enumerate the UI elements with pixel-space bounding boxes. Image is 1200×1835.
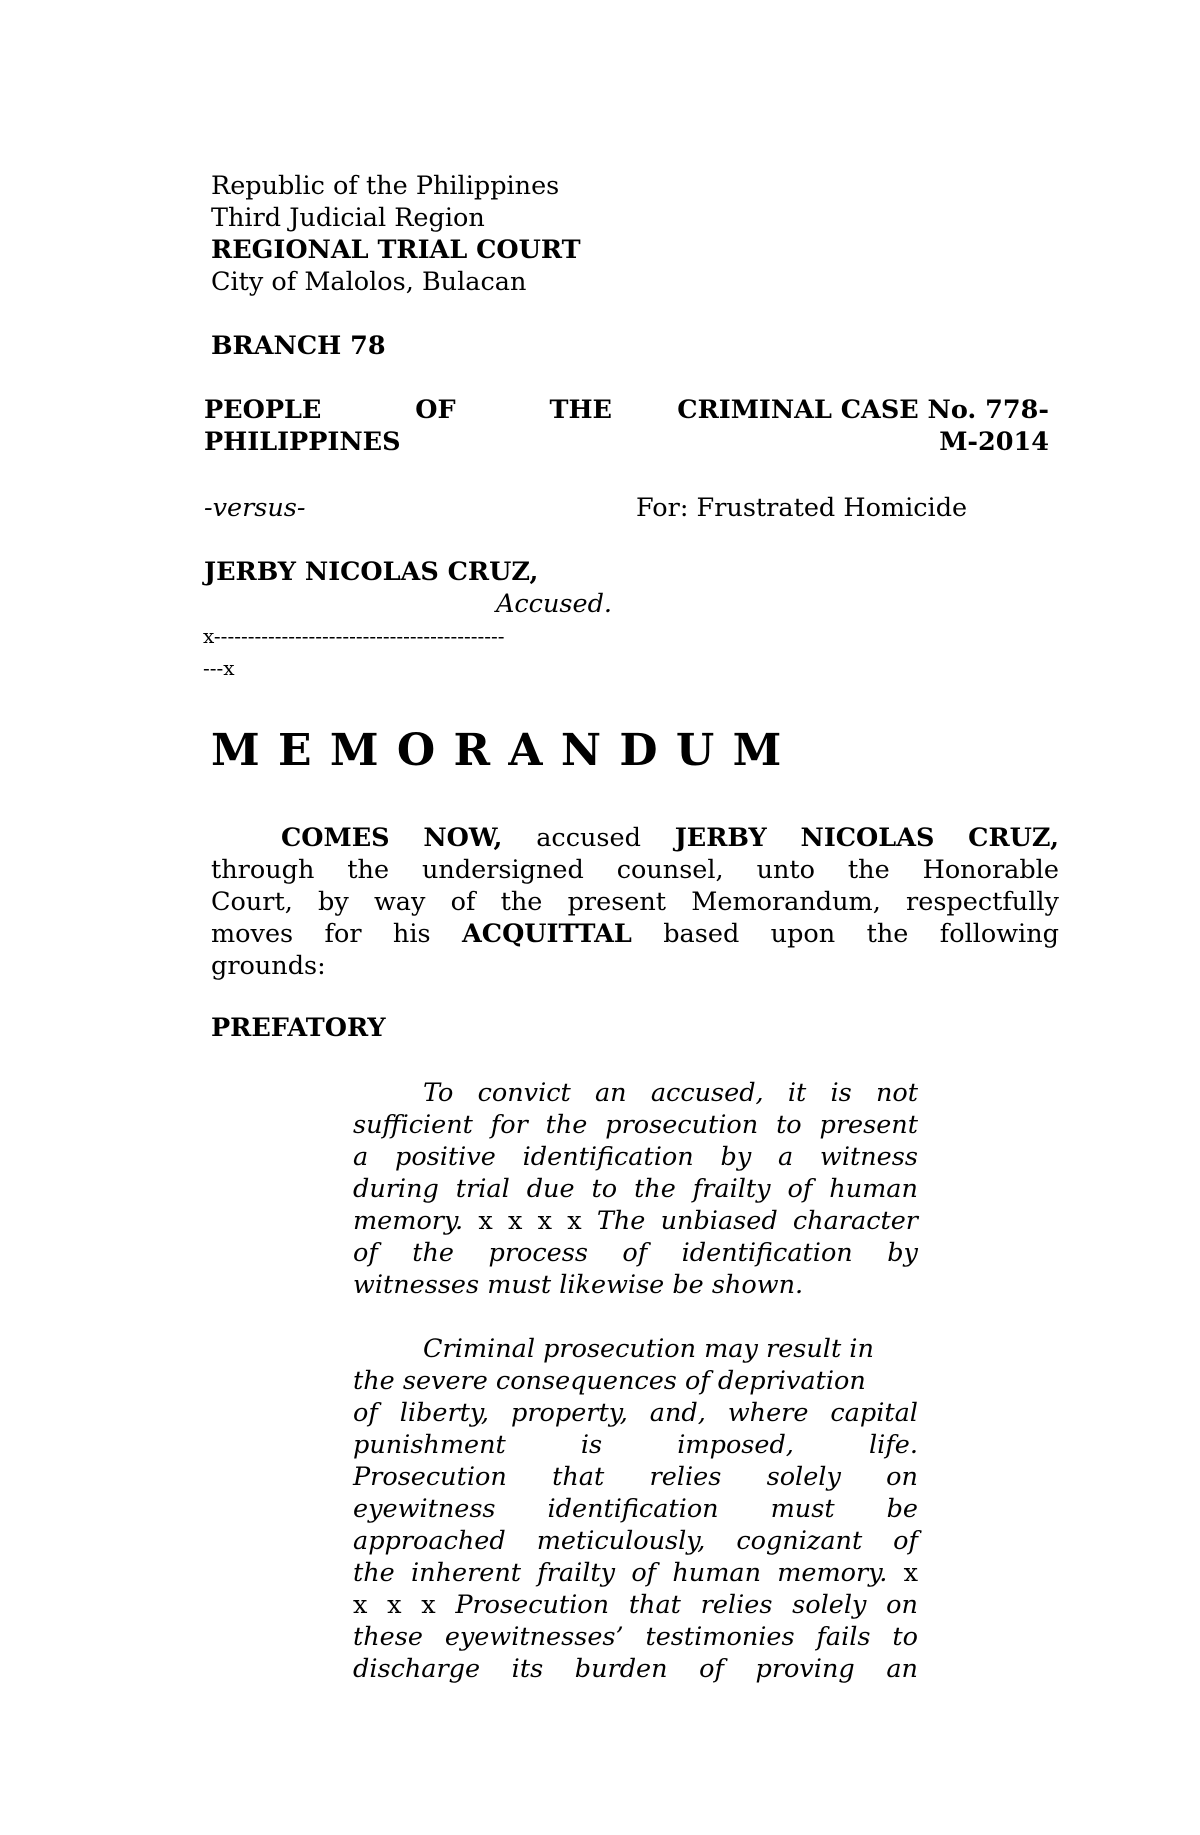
word: Court, bbox=[211, 887, 293, 917]
word: and, bbox=[649, 1398, 706, 1428]
word: a bbox=[778, 1142, 794, 1172]
word: present bbox=[567, 887, 667, 917]
word: imposed, bbox=[677, 1430, 794, 1460]
word: life. bbox=[869, 1430, 918, 1460]
word: frailty bbox=[537, 1558, 616, 1588]
word: respectfully bbox=[906, 887, 1059, 917]
word: the bbox=[500, 887, 543, 917]
word: fails bbox=[816, 1622, 871, 1652]
intro-line bbox=[211, 950, 1059, 982]
word: COMES bbox=[281, 823, 390, 853]
word: of bbox=[631, 1558, 657, 1588]
word: during bbox=[353, 1174, 439, 1204]
word: identification bbox=[522, 1142, 694, 1172]
intro-paragraph bbox=[211, 822, 1059, 982]
word: grounds: bbox=[211, 951, 326, 981]
quote2-line bbox=[353, 1461, 918, 1493]
word: of bbox=[353, 1238, 378, 1268]
word: To bbox=[423, 1078, 454, 1108]
word: to bbox=[892, 1622, 918, 1652]
document-title: M E M O R A N D U M bbox=[211, 725, 782, 776]
quote2-line bbox=[353, 1365, 918, 1397]
word: process bbox=[488, 1238, 588, 1268]
word: Prosecution bbox=[455, 1590, 610, 1620]
word: identification bbox=[681, 1238, 853, 1268]
word: be bbox=[886, 1494, 918, 1524]
word: the bbox=[545, 1110, 588, 1140]
word: the bbox=[412, 1238, 455, 1268]
word: accused bbox=[536, 823, 641, 853]
word: the bbox=[353, 1558, 395, 1588]
intro-line bbox=[211, 822, 1059, 854]
word: of bbox=[699, 1654, 724, 1684]
word: identification bbox=[547, 1494, 719, 1524]
quote2-line bbox=[353, 1589, 918, 1621]
word: by bbox=[720, 1142, 752, 1172]
header-court: REGIONAL TRIAL COURT bbox=[211, 235, 581, 265]
plaintiff-word-the: THE bbox=[549, 395, 612, 425]
accused-label: Accused. bbox=[495, 589, 612, 619]
plaintiff-word-of: OF bbox=[415, 395, 456, 425]
word: the bbox=[847, 855, 890, 885]
word: proving bbox=[755, 1654, 855, 1684]
case-number-line-2: M-2014 bbox=[939, 427, 1049, 457]
word: relies bbox=[700, 1590, 773, 1620]
word: that bbox=[552, 1462, 605, 1492]
header-region: Third Judicial Region bbox=[211, 203, 485, 233]
word: positive bbox=[395, 1142, 496, 1172]
word: of bbox=[353, 1398, 378, 1428]
versus-label: -versus- bbox=[204, 493, 306, 523]
word: solely bbox=[792, 1590, 867, 1620]
word: it bbox=[787, 1078, 807, 1108]
word: punishment bbox=[353, 1430, 506, 1460]
word: a bbox=[353, 1142, 369, 1172]
word: capital bbox=[830, 1398, 918, 1428]
quote2-line bbox=[353, 1557, 918, 1589]
case-number-line-1: CRIMINAL CASE No. 778- bbox=[677, 395, 1049, 425]
word: the bbox=[866, 919, 909, 949]
block-quote-1 bbox=[353, 1077, 918, 1301]
word: on bbox=[886, 1590, 918, 1620]
quote1-line bbox=[353, 1109, 918, 1141]
word: by bbox=[318, 887, 349, 917]
word: eyewitness bbox=[353, 1494, 496, 1524]
intro-line bbox=[211, 918, 1059, 950]
block-quote-2 bbox=[353, 1333, 918, 1685]
quote2-line bbox=[353, 1397, 918, 1429]
word: for bbox=[324, 919, 362, 949]
quote2-line bbox=[353, 1653, 918, 1685]
word: x bbox=[478, 1206, 493, 1236]
section-heading-prefatory: PREFATORY bbox=[211, 1013, 386, 1043]
header-republic: Republic of the Philippines bbox=[211, 171, 560, 201]
word: Honorable bbox=[922, 855, 1059, 885]
word: present bbox=[819, 1110, 918, 1140]
court-header bbox=[211, 170, 581, 298]
quote2-line bbox=[353, 1525, 918, 1557]
word: of bbox=[622, 1238, 648, 1268]
caption-separator-line-1: x------------------------------------------- bbox=[203, 624, 505, 648]
word: of bbox=[450, 887, 476, 917]
word: testimonies bbox=[645, 1622, 795, 1652]
quote1-line bbox=[353, 1269, 918, 1301]
word: unto bbox=[756, 855, 816, 885]
word: way bbox=[373, 887, 426, 917]
word: property, bbox=[511, 1398, 628, 1428]
word: x bbox=[567, 1206, 582, 1236]
word: The bbox=[596, 1206, 646, 1236]
quote1-line bbox=[353, 1141, 918, 1173]
quote2-line bbox=[353, 1621, 918, 1653]
word: his bbox=[392, 919, 431, 949]
word: to bbox=[776, 1110, 802, 1140]
word: x bbox=[387, 1590, 402, 1620]
word: Memorandum, bbox=[691, 887, 881, 917]
word: sufficient bbox=[353, 1110, 473, 1140]
word: eyewitnesses’ bbox=[444, 1622, 624, 1652]
intro-line bbox=[211, 854, 1059, 886]
word: the bbox=[347, 855, 390, 885]
word: x bbox=[353, 1590, 368, 1620]
word: these bbox=[353, 1622, 423, 1652]
word: to bbox=[591, 1174, 618, 1204]
word: ACQUITTAL bbox=[462, 919, 632, 949]
word: through bbox=[211, 855, 315, 885]
word: undersigned bbox=[421, 855, 584, 885]
word: NICOLAS bbox=[800, 823, 935, 853]
word: must bbox=[770, 1494, 835, 1524]
plaintiff-word-people: PEOPLE bbox=[204, 395, 322, 425]
word: on bbox=[886, 1462, 918, 1492]
word: approached bbox=[353, 1526, 506, 1556]
word: of bbox=[787, 1174, 813, 1204]
quote2-line bbox=[353, 1493, 918, 1525]
word: character bbox=[792, 1206, 918, 1236]
word: an bbox=[594, 1078, 627, 1108]
word: solely bbox=[766, 1462, 841, 1492]
word: witnesses must likewise be shown. bbox=[353, 1270, 804, 1300]
word: human bbox=[672, 1558, 761, 1588]
word: x bbox=[537, 1206, 552, 1236]
quote2-line bbox=[353, 1429, 918, 1461]
word: memory. bbox=[777, 1558, 888, 1588]
quote1-line bbox=[353, 1077, 918, 1109]
quote1-line bbox=[353, 1173, 918, 1205]
word: human bbox=[829, 1174, 918, 1204]
word: witness bbox=[820, 1142, 918, 1172]
quote2-lines bbox=[353, 1333, 918, 1685]
header-city: City of Malolos, Bulacan bbox=[211, 267, 527, 297]
word: cognizant bbox=[736, 1526, 863, 1556]
accused-name: JERBY NICOLAS CRUZ, bbox=[204, 557, 539, 587]
word: moves bbox=[211, 919, 294, 949]
word: trial bbox=[455, 1174, 510, 1204]
word: due bbox=[526, 1174, 575, 1204]
word: based bbox=[663, 919, 740, 949]
word: that bbox=[628, 1590, 681, 1620]
word: liberty, bbox=[399, 1398, 490, 1428]
word: burden bbox=[574, 1654, 668, 1684]
word: relies bbox=[649, 1462, 722, 1492]
word: memory. bbox=[353, 1206, 464, 1236]
word: accused, bbox=[650, 1078, 764, 1108]
word: JERBY bbox=[674, 823, 767, 853]
quote2-line bbox=[353, 1333, 918, 1365]
word: for bbox=[490, 1110, 528, 1140]
intro-line bbox=[211, 886, 1059, 918]
caption-separator-line-2: ---x bbox=[203, 656, 235, 680]
word: by bbox=[887, 1238, 918, 1268]
plaintiff-line-2: PHILIPPINES bbox=[204, 427, 401, 457]
intro-lines bbox=[211, 822, 1059, 982]
word: is bbox=[830, 1078, 852, 1108]
quote1-lines bbox=[353, 1077, 918, 1301]
word: NOW, bbox=[423, 823, 503, 853]
word: not bbox=[875, 1078, 918, 1108]
word: the bbox=[634, 1174, 676, 1204]
word: convict bbox=[477, 1078, 571, 1108]
word: inherent bbox=[411, 1558, 522, 1588]
word: prosecution bbox=[605, 1110, 759, 1140]
word: where bbox=[727, 1398, 809, 1428]
word: an bbox=[886, 1654, 918, 1684]
word: counsel, bbox=[616, 855, 724, 885]
word: frailty bbox=[692, 1174, 771, 1204]
word: is bbox=[580, 1430, 603, 1460]
word: upon bbox=[770, 919, 836, 949]
word: the severe consequences of deprivation bbox=[353, 1366, 866, 1396]
plaintiff-line-1 bbox=[204, 394, 612, 426]
word: its bbox=[511, 1654, 544, 1684]
word: x bbox=[421, 1590, 436, 1620]
word: of bbox=[893, 1526, 918, 1556]
word: x bbox=[903, 1558, 918, 1588]
word: Prosecution bbox=[353, 1462, 507, 1492]
word: CRUZ, bbox=[968, 823, 1059, 853]
offense-label: For: Frustrated Homicide bbox=[636, 493, 968, 523]
quote1-line bbox=[353, 1205, 918, 1237]
word: following bbox=[939, 919, 1059, 949]
word: unbiased bbox=[660, 1206, 778, 1236]
word: discharge bbox=[353, 1654, 481, 1684]
word: x bbox=[507, 1206, 523, 1236]
branch-label: BRANCH 78 bbox=[211, 331, 386, 361]
quote1-line bbox=[353, 1237, 918, 1269]
word: Criminal prosecution may result in bbox=[423, 1334, 874, 1364]
word: meticulously, bbox=[536, 1526, 706, 1556]
